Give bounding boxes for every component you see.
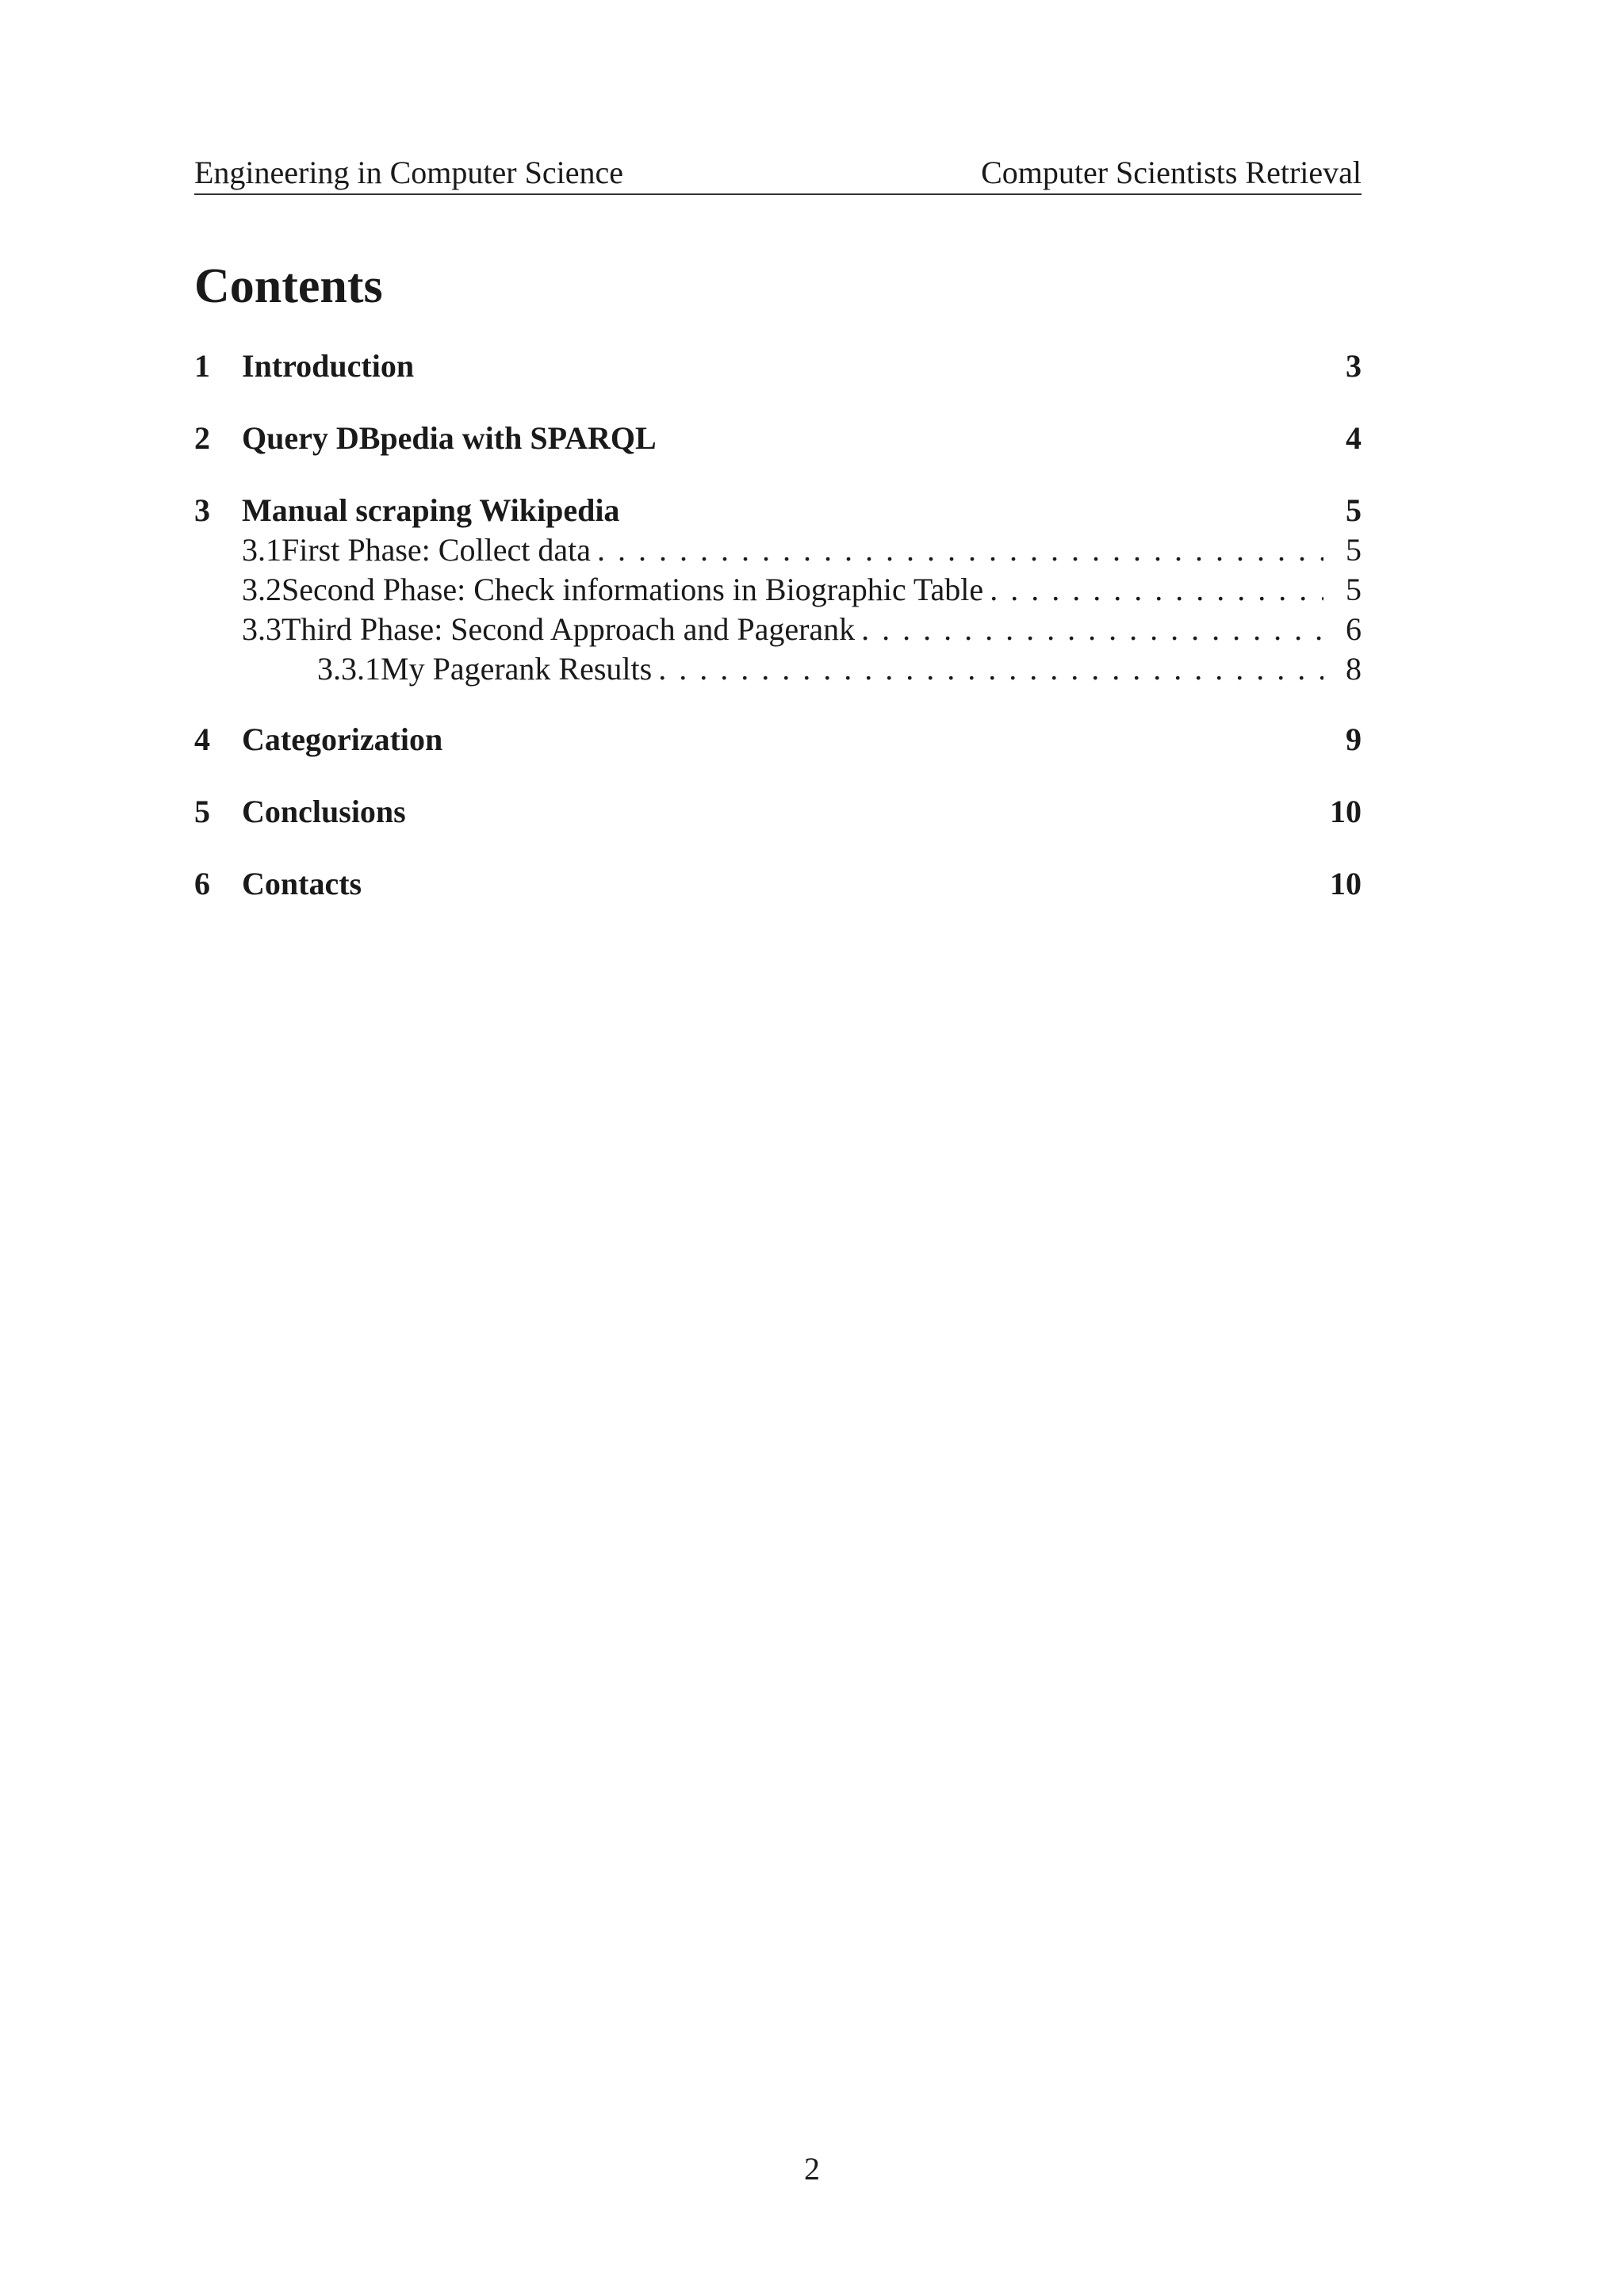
header-right-text: Computer Scientists Retrieval (981, 155, 1362, 190)
toc-entry-page: 3 (1346, 348, 1362, 384)
toc-entry-title: Contacts (242, 866, 362, 901)
toc-entry-number: 6 (194, 866, 210, 901)
toc-entry-third-phase[interactable] (194, 610, 1362, 648)
page-number: 2 (804, 2151, 820, 2187)
toc-entry-introduction[interactable] (194, 347, 1362, 385)
toc-entry-second-phase[interactable] (194, 571, 1362, 608)
toc-entry-page: 8 (1346, 651, 1362, 687)
toc-leader-dots (597, 531, 1323, 568)
toc-entry-categorization[interactable] (194, 721, 1362, 758)
toc-leader-dots (861, 610, 1323, 648)
toc-entry-number: 3.3 (242, 611, 282, 647)
toc-entry-number: 3.3.1 (317, 651, 381, 687)
toc-entry-page: 4 (1346, 420, 1362, 456)
toc-entry-page: 5 (1346, 572, 1362, 607)
toc-entry-pagerank-results[interactable] (194, 650, 1362, 687)
running-header (194, 151, 1362, 195)
toc-entry-number: 5 (194, 794, 210, 829)
toc-entry-conclusions[interactable] (194, 793, 1362, 830)
toc-entry-page: 6 (1346, 611, 1362, 647)
toc-entry-page: 10 (1330, 866, 1362, 901)
toc-entry-title: First Phase: Collect data (282, 532, 591, 568)
toc-entry-page: 10 (1330, 794, 1362, 829)
toc-leader-dots (658, 650, 1323, 687)
toc-entry-title: Query DBpedia with SPARQL (242, 420, 657, 456)
toc-entry-title: Categorization (242, 721, 443, 757)
toc-entry-title: Second Phase: Check informations in Biographic Table (282, 572, 984, 607)
toc-entry-number: 1 (194, 348, 210, 384)
toc-entry-title: Introduction (242, 348, 415, 384)
toc-entry-page: 9 (1346, 721, 1362, 757)
toc-heading: Contents (194, 259, 383, 313)
toc-entry-number: 3 (194, 492, 210, 528)
header-left-text: Engineering in Computer Science (194, 155, 623, 190)
toc-entry-manual-scraping[interactable] (194, 492, 1362, 529)
toc-entry-number: 4 (194, 721, 210, 757)
toc-entry-title: My Pagerank Results (381, 651, 653, 687)
toc-entry-number: 2 (194, 420, 210, 456)
toc-entry-number: 3.1 (242, 532, 282, 568)
toc-entry-contacts[interactable] (194, 865, 1362, 902)
toc-entry-title: Manual scraping Wikipedia (242, 492, 620, 528)
toc-entry-first-phase[interactable] (194, 531, 1362, 568)
toc-entry-page: 5 (1346, 492, 1362, 528)
toc-entry-page: 5 (1346, 532, 1362, 568)
toc-entry-number: 3.2 (242, 572, 282, 607)
toc-entry-title: Third Phase: Second Approach and Pagerank (282, 611, 856, 647)
toc-leader-dots (990, 571, 1323, 608)
toc-entry-query-dbpedia[interactable] (194, 419, 1362, 457)
toc-entry-title: Conclusions (242, 794, 406, 829)
